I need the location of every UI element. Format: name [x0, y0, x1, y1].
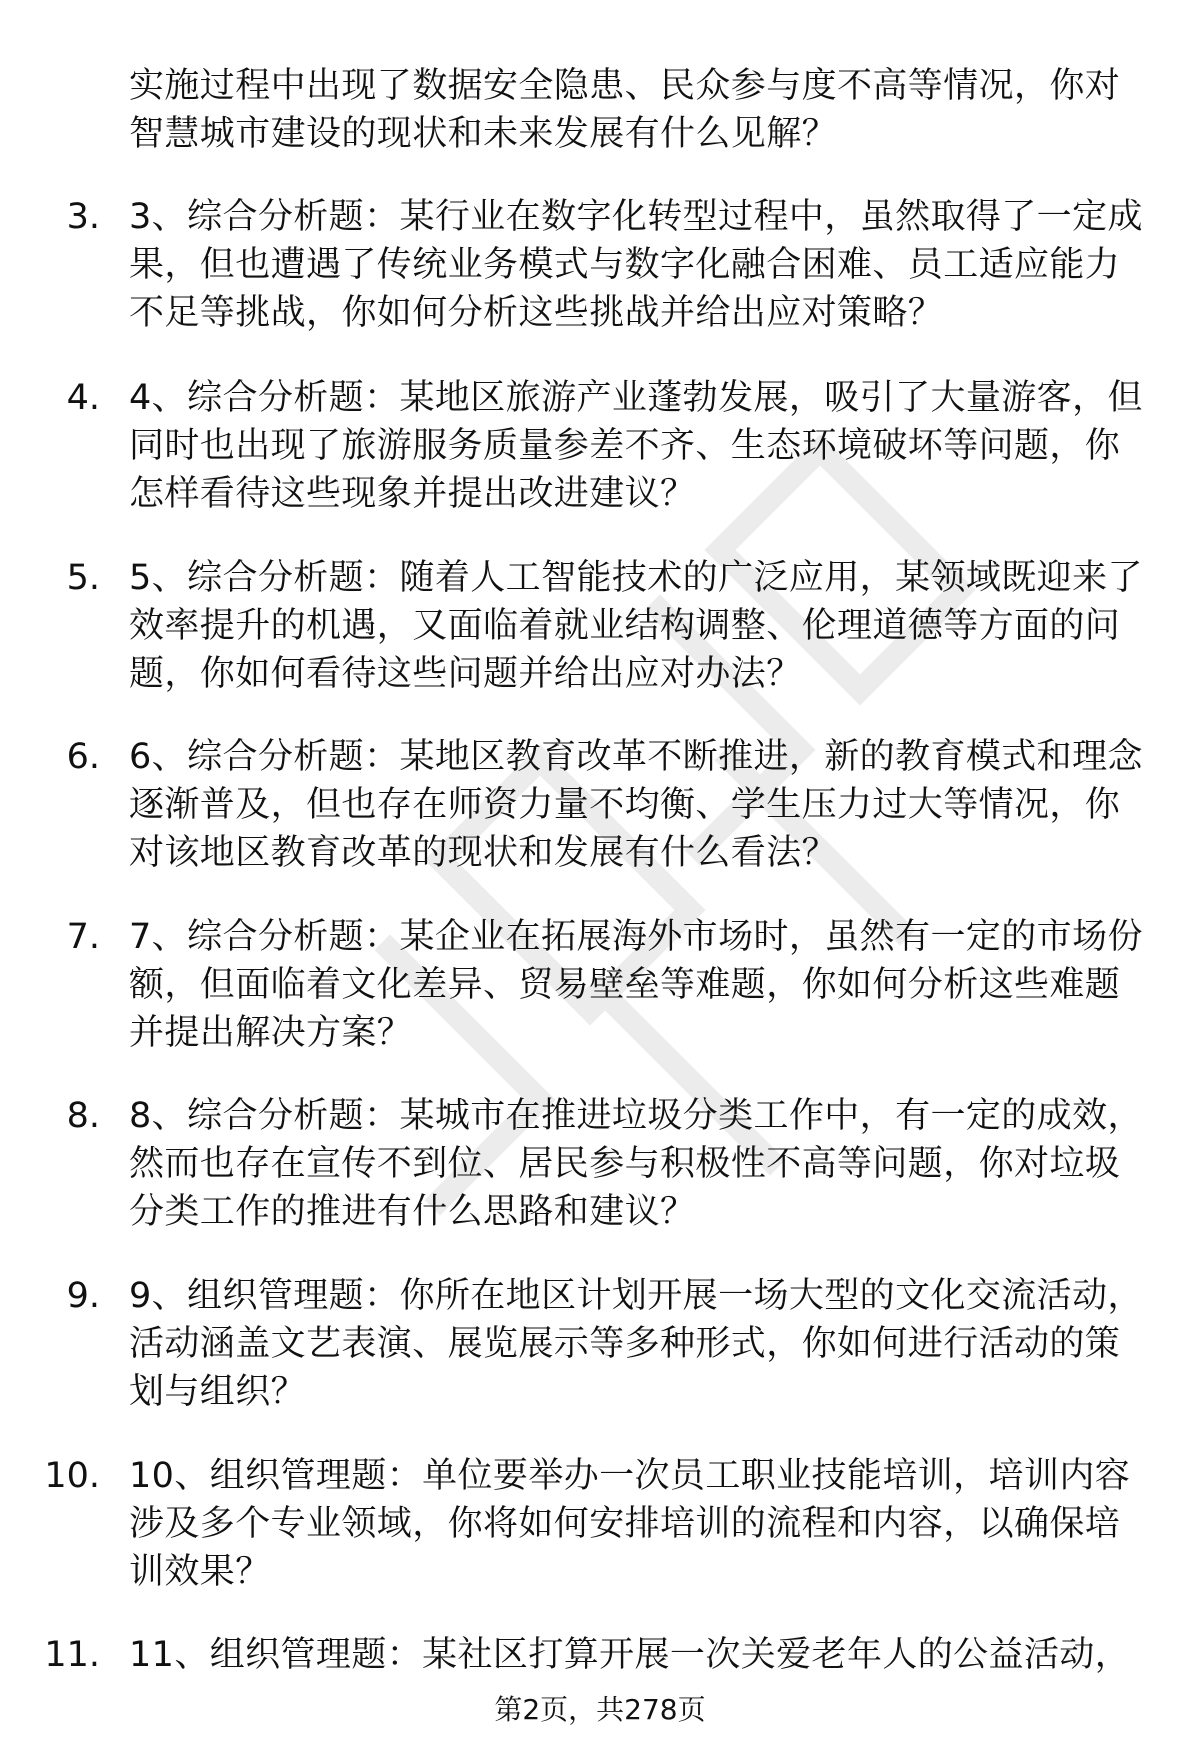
- list-item-line: 3、综合分析题：某行业在数字化转型过程中，虽然取得了一定成: [129, 197, 1143, 237]
- list-item-line: 对该地区教育改革的现状和发展有什么看法？: [129, 833, 838, 873]
- list-item-line: 效率提升的机遇，又面临着就业结构调整、伦理道德等方面的问: [129, 606, 1121, 646]
- list-number: 7.: [66, 917, 100, 957]
- list-item-line: 7、综合分析题：某企业在拓展海外市场时，虽然有一定的市场份: [129, 917, 1143, 957]
- list-item-line: 题，你如何看待这些问题并给出应对办法？: [129, 654, 802, 694]
- page-footer: 第2页，共278页: [494, 1693, 706, 1726]
- list-number: 10.: [44, 1456, 100, 1496]
- list-number: 5.: [66, 558, 100, 598]
- list-item-line: 8、综合分析题：某城市在推进垃圾分类工作中，有一定的成效，: [129, 1096, 1143, 1136]
- list-number: 3.: [66, 197, 100, 237]
- list-number: 6.: [66, 737, 100, 777]
- list-item-line: 活动涵盖文艺表演、展览展示等多种形式，你如何进行活动的策: [129, 1324, 1121, 1364]
- continuation-line: 智慧城市建设的现状和未来发展有什么见解？: [129, 114, 838, 154]
- list-item-line: 并提出解决方案？: [129, 1013, 413, 1053]
- list-item-line: 分类工作的推进有什么思路和建议？: [129, 1192, 696, 1232]
- continuation-line: 实施过程中出现了数据安全隐患、民众参与度不高等情况，你对: [129, 66, 1121, 106]
- list-number: 4.: [66, 378, 100, 418]
- list-item-line: 然而也存在宣传不到位、居民参与积极性不高等问题，你对垃圾: [129, 1144, 1121, 1184]
- list-item-line: 10、组织管理题：单位要举办一次员工职业技能培训，培训内容: [129, 1456, 1131, 1496]
- list-item-line: 5、综合分析题：随着人工智能技术的广泛应用，某领域既迎来了: [129, 558, 1143, 598]
- list-item-line: 额，但面临着文化差异、贸易壁垒等难题，你如何分析这些难题: [129, 965, 1121, 1005]
- list-item-line: 同时也出现了旅游服务质量参差不齐、生态环境破坏等问题，你: [129, 426, 1121, 466]
- list-number: 11.: [44, 1635, 100, 1675]
- list-item-line: 9、组织管理题：你所在地区计划开展一场大型的文化交流活动，: [129, 1276, 1143, 1316]
- list-item-line: 果，但也遭遇了传统业务模式与数字化融合困难、员工适应能力: [129, 245, 1121, 285]
- list-number: 8.: [66, 1096, 100, 1136]
- list-number: 9.: [66, 1276, 100, 1316]
- list-item-line: 怎样看待这些现象并提出改进建议？: [129, 474, 696, 514]
- list-item-line: 11、组织管理题：某社区打算开展一次关爱老年人的公益活动，: [129, 1635, 1131, 1675]
- list-item-line: 6、综合分析题：某地区教育改革不断推进，新的教育模式和理念: [129, 737, 1143, 777]
- list-item-line: 涉及多个专业领域，你将如何安排培训的流程和内容，以确保培: [129, 1504, 1121, 1544]
- list-item-line: 4、综合分析题：某地区旅游产业蓬勃发展，吸引了大量游客，但: [129, 378, 1143, 418]
- list-item-line: 训效果？: [129, 1552, 271, 1592]
- list-item-line: 逐渐普及，但也存在师资力量不均衡、学生压力过大等情况，你: [129, 785, 1121, 825]
- list-item-line: 不足等挑战，你如何分析这些挑战并给出应对策略？: [129, 293, 944, 333]
- list-item-line: 划与组织？: [129, 1372, 307, 1412]
